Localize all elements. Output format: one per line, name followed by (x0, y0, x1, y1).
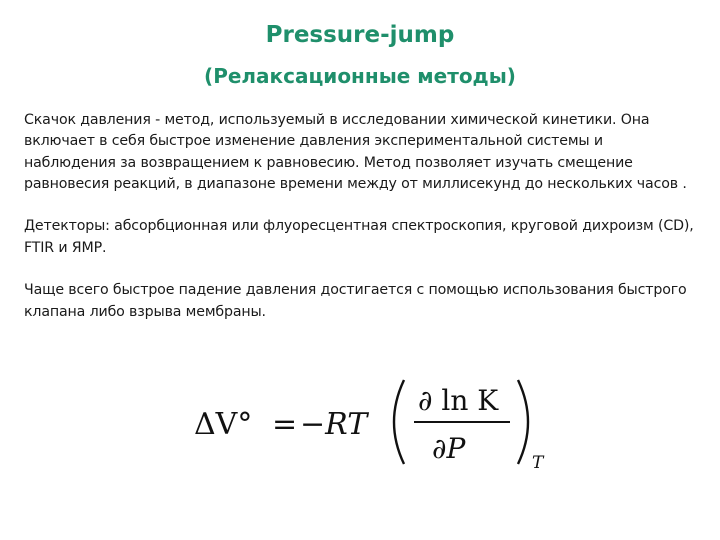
formula-denominator: ∂P (432, 432, 466, 465)
slide-subtitle: (Релаксационные методы) (204, 64, 516, 88)
formula-coefficient: −RT (300, 407, 368, 442)
slide-body (24, 110, 696, 344)
paragraph-detectors: Детекторы: абсорбционная или флуоресцентная спектроскопия, круговой дихроизм (CD), FTIR и ЯМР. (24, 218, 694, 256)
formula-right-paren (518, 380, 528, 464)
formula-numerator: ∂ ln K (418, 384, 499, 417)
slide-title: Pressure-jump (265, 22, 455, 48)
formula (192, 372, 552, 472)
paragraph-method: Чаще всего быстрое падение давления достигается с помощью использования быстрого клапана либо взрыва мембраны. (24, 282, 687, 320)
formula-left-paren (394, 380, 404, 464)
formula-lhs: ΔV° (194, 407, 253, 442)
formula-equals: = (272, 407, 298, 442)
paragraph-definition: Скачок давления - метод, используемый в исследовании химической кинетики. Она включает в себя быстрое изменение давления экспериментальной системы и наблюдения за возвращением к равновесию. Метод позволяет изучать смещение равновесия реакций, в диапазоне времени между от миллисекунд до нескольких часов . (24, 112, 687, 192)
formula-subscript: T (532, 453, 544, 472)
